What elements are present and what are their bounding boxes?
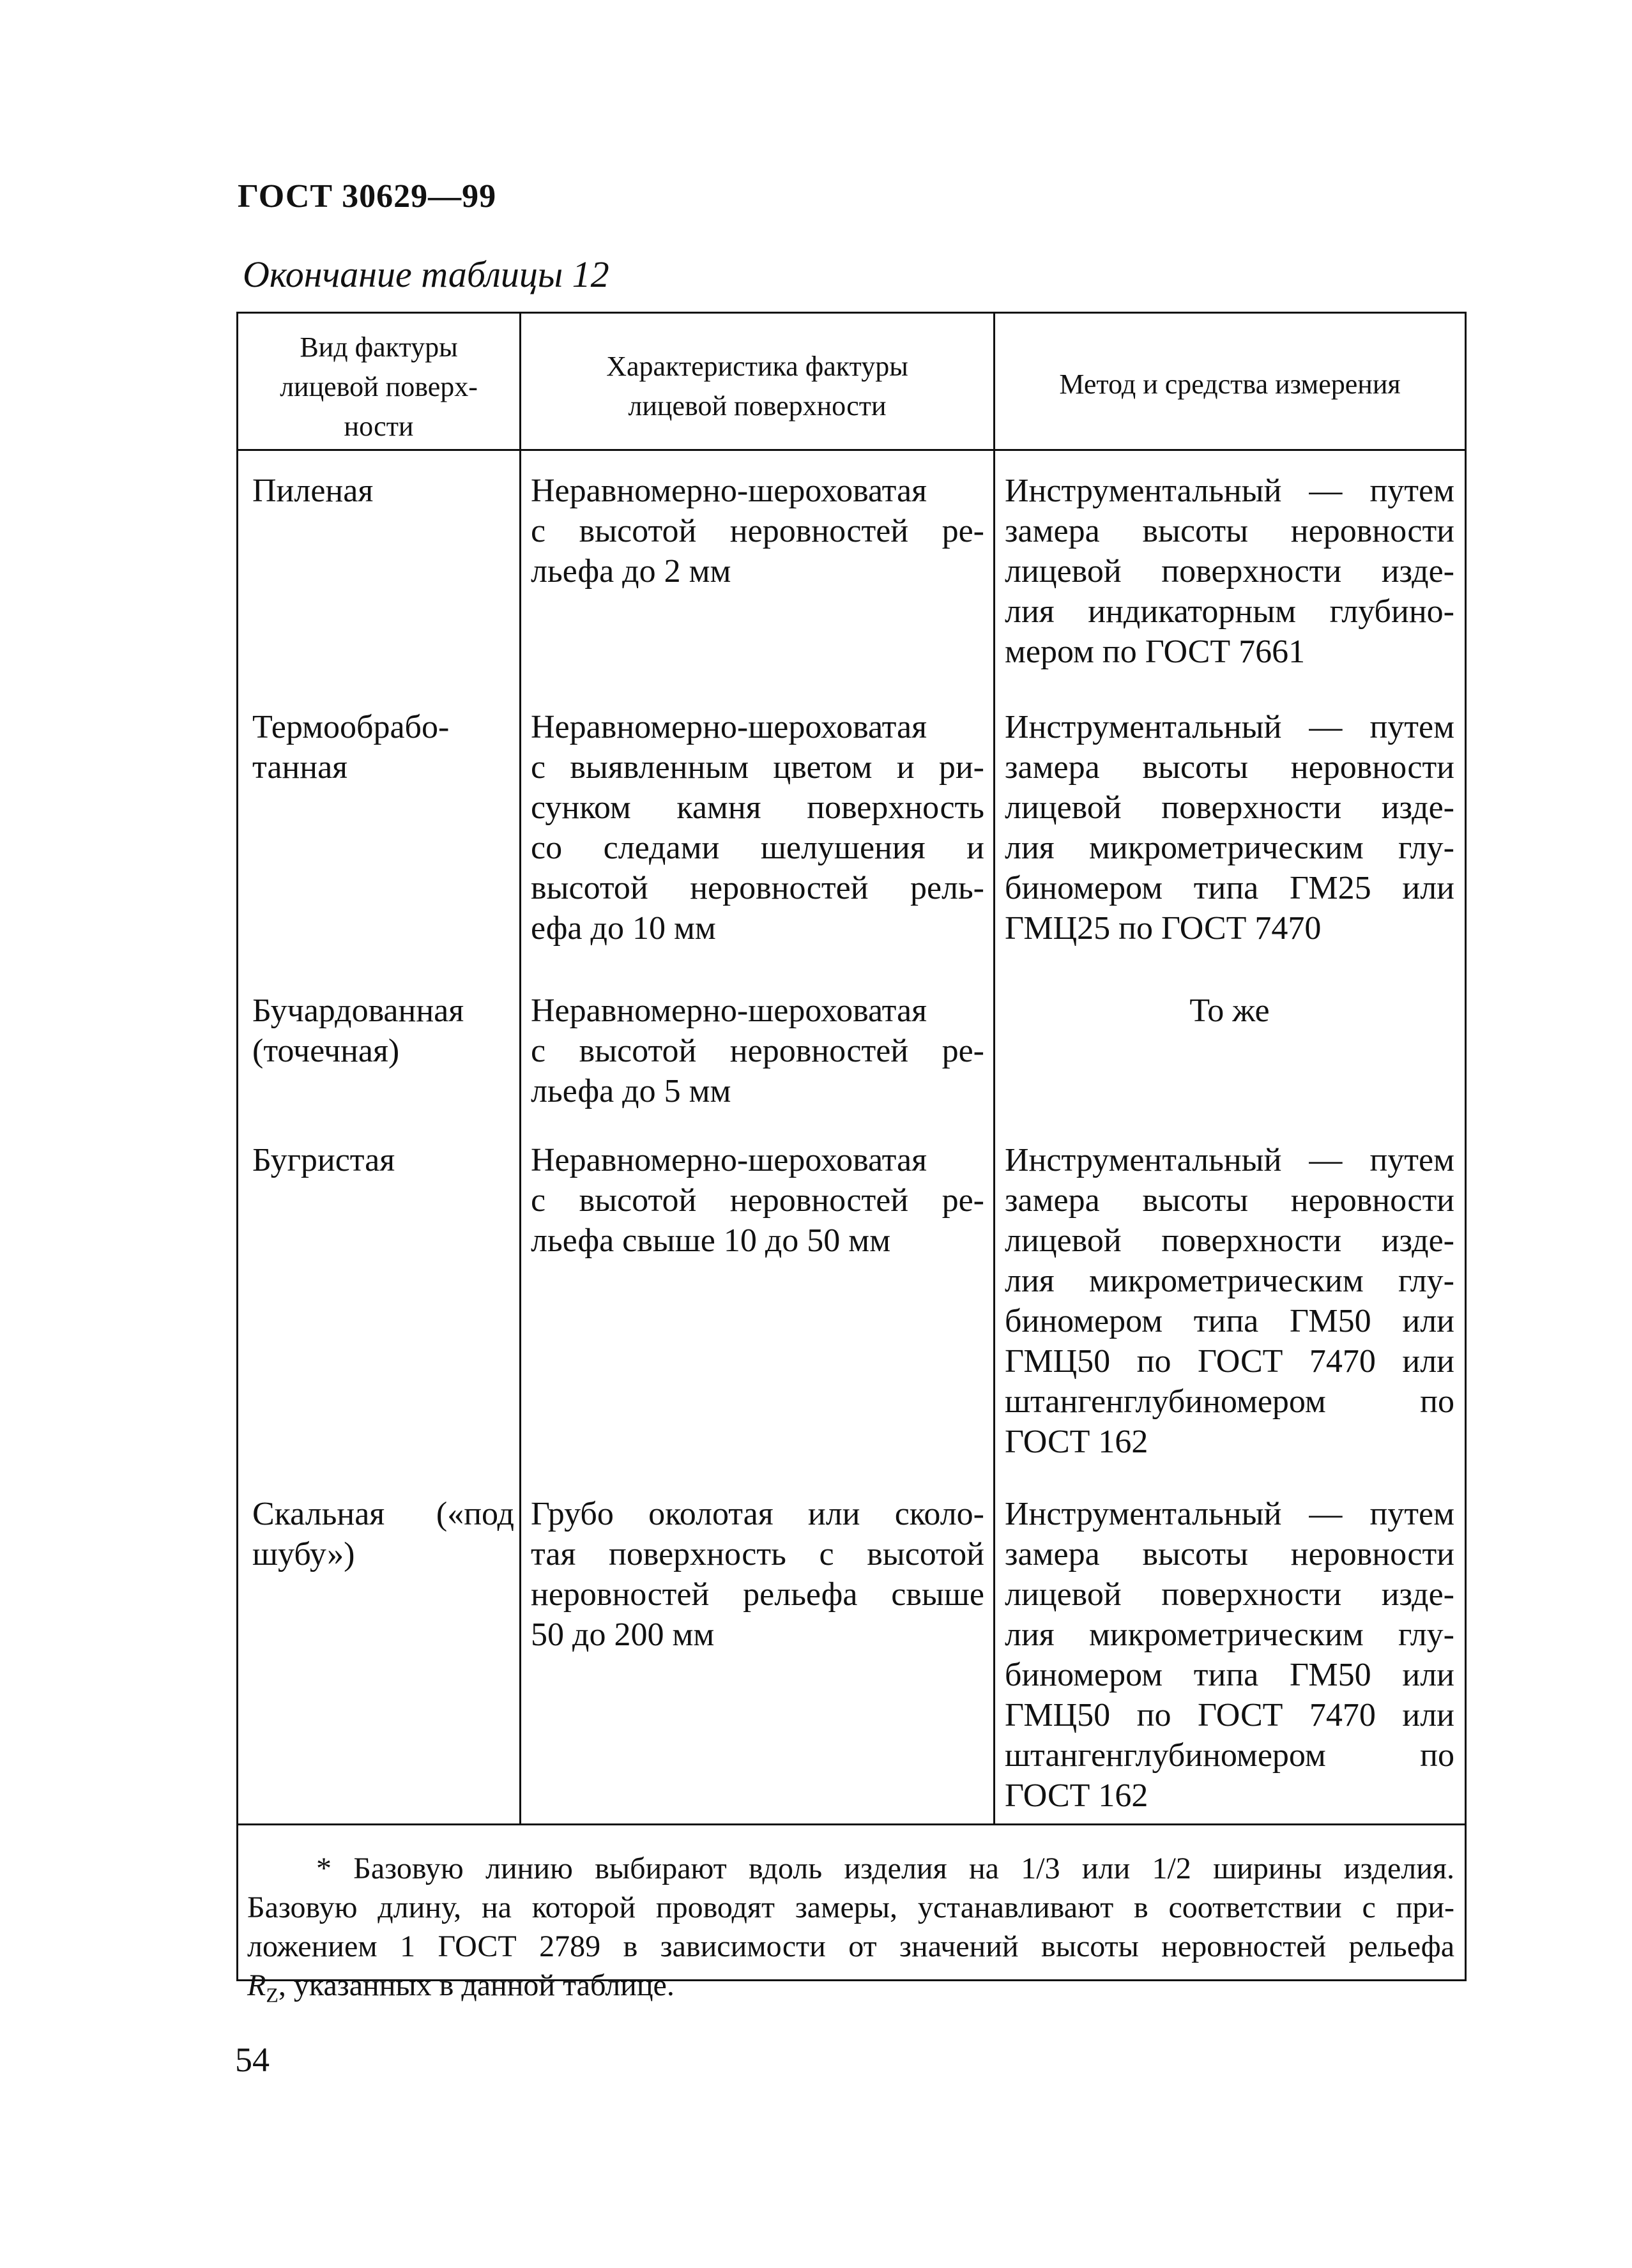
cell-line: льефа до 2 мм xyxy=(531,553,731,590)
row-4-characteristic xyxy=(531,1140,984,1261)
cell-line: замера высоты неровности xyxy=(1005,513,1454,549)
cell-line: мером по ГОСТ 7661 xyxy=(1005,634,1306,670)
rz-symbol: R xyxy=(247,1968,266,2002)
cell-line: шубу») xyxy=(252,1536,355,1572)
footnote-line: * Базовую линию выбирают вдоль изделия на 1/3 или 1/2 ширины изделия. xyxy=(316,1852,1454,1885)
cell-line: биномером типа ГМ25 или xyxy=(1005,870,1454,906)
header-line: лицевой поверх- xyxy=(280,371,478,402)
cell-line: неровностей рельефа свыше xyxy=(531,1576,984,1613)
row-1-method xyxy=(1005,471,1454,672)
rz-subscript: Z xyxy=(266,1983,278,2007)
cell-line: (точечная) xyxy=(252,1033,400,1069)
row-4-texture xyxy=(252,1140,514,1180)
cell-line: То же xyxy=(1189,993,1270,1029)
cell-line: штангенглубиномером по xyxy=(1005,1737,1454,1774)
cell-line: лицевой поверхности изде- xyxy=(1005,553,1454,590)
cell-line: Неравномерно-шероховатая xyxy=(531,1142,927,1178)
column-header-characteristic xyxy=(521,347,993,426)
cell-line: Неравномерно-шероховатая xyxy=(531,473,927,509)
cell-line: ГОСТ 162 xyxy=(1005,1424,1148,1460)
header-line: Метод и средства измерения xyxy=(1059,369,1401,400)
row-2-texture xyxy=(252,707,514,788)
cell-line: танная xyxy=(252,749,348,786)
cell-line: лицевой поверхности изде- xyxy=(1005,1222,1454,1259)
cell-line: штангенглубиномером по xyxy=(1005,1383,1454,1420)
cell-line: Скальная («под xyxy=(252,1496,514,1532)
row-3-method xyxy=(1005,991,1454,1031)
cell-line: Неравномерно-шероховатая xyxy=(531,993,927,1029)
column-divider-2 xyxy=(993,314,995,1825)
header-line: Характеристика фактуры xyxy=(606,351,908,382)
cell-line: с высотой неровностей ре- xyxy=(531,1182,984,1219)
cell-line: лия индикаторным глубино- xyxy=(1005,593,1454,630)
column-header-texture xyxy=(238,328,519,446)
row-1-characteristic xyxy=(531,471,984,591)
cell-line: льефа свыше 10 до 50 мм xyxy=(531,1222,891,1259)
cell-line: ГОСТ 162 xyxy=(1005,1777,1148,1814)
header-divider xyxy=(238,449,1465,451)
cell-line: биномером типа ГМ50 или xyxy=(1005,1657,1454,1693)
cell-line: Инструментальный — путем xyxy=(1005,1496,1454,1532)
cell-line: со следами шелушения и xyxy=(531,830,984,866)
cell-line: лия микрометрическим глу- xyxy=(1005,1617,1454,1653)
cell-line: Грубо околотая или сколо- xyxy=(531,1496,984,1532)
cell-line: сунком камня поверхность xyxy=(531,789,984,826)
cell-line: лия микрометрическим глу- xyxy=(1005,1263,1454,1299)
header-line: Вид фактуры xyxy=(300,331,458,363)
texture-table xyxy=(236,312,1467,2007)
cell-line: лицевой поверхности изде- xyxy=(1005,789,1454,826)
footnote-line: Базовую длину, на которой проводят замеры, устанавливают в соответствии с при- xyxy=(247,1891,1454,1924)
row-2-method xyxy=(1005,707,1454,948)
cell-line: с высотой неровностей ре- xyxy=(531,1033,984,1069)
cell-line: тая поверхность с высотой xyxy=(531,1536,984,1572)
row-4-method xyxy=(1005,1140,1454,1462)
footnote-line-rest: , указанных в данной таблице. xyxy=(278,1968,675,2002)
cell-line: Бугристая xyxy=(252,1142,395,1178)
cell-line: лицевой поверхности изде- xyxy=(1005,1576,1454,1613)
cell-line: замера высоты неровности xyxy=(1005,749,1454,786)
document-code: ГОСТ 30629—99 xyxy=(238,178,497,215)
header-line: лицевой поверхности xyxy=(628,390,887,422)
header-line: ности xyxy=(344,411,414,442)
cell-line: Инструментальный — путем xyxy=(1005,1142,1454,1178)
cell-line: Инструментальный — путем xyxy=(1005,473,1454,509)
row-1-texture xyxy=(252,471,514,511)
table-footnote xyxy=(247,1849,1454,2015)
cell-line: с выявленным цветом и ри- xyxy=(531,749,984,786)
cell-line: 50 до 200 мм xyxy=(531,1617,715,1653)
cell-line: Инструментальный — путем xyxy=(1005,709,1454,745)
cell-line: замера высоты неровности xyxy=(1005,1536,1454,1572)
cell-line: ГМЦ50 по ГОСТ 7470 или xyxy=(1005,1697,1454,1733)
footnote-line: ложением 1 ГОСТ 2789 в зависимости от значений высоты неровностей рельефа xyxy=(247,1929,1454,1963)
cell-line: высотой неровностей рель- xyxy=(531,870,984,906)
footnote-line xyxy=(247,1966,1454,2015)
cell-line: Термообрабо- xyxy=(252,709,450,745)
cell-line: Пиленая xyxy=(252,473,374,509)
cell-line: ГМЦ25 по ГОСТ 7470 xyxy=(1005,910,1322,947)
cell-line: ГМЦ50 по ГОСТ 7470 или xyxy=(1005,1343,1454,1380)
row-3-texture xyxy=(252,991,514,1071)
column-header-method xyxy=(995,365,1465,404)
cell-line: замера высоты неровности xyxy=(1005,1182,1454,1219)
page-number: 54 xyxy=(235,2041,270,2079)
footnote-divider xyxy=(238,1823,1465,1825)
cell-line: биномером типа ГМ50 или xyxy=(1005,1303,1454,1339)
row-5-characteristic xyxy=(531,1494,984,1655)
cell-line: Неравномерно-шероховатая xyxy=(531,709,927,745)
cell-line: Бучардованная xyxy=(252,993,464,1029)
cell-line: ефа до 10 мм xyxy=(531,910,716,947)
row-5-method xyxy=(1005,1494,1454,1816)
row-2-characteristic xyxy=(531,707,984,948)
table-caption: Окончание таблицы 12 xyxy=(243,254,609,295)
row-3-characteristic xyxy=(531,991,984,1111)
column-divider-1 xyxy=(519,314,521,1825)
cell-line: льефа до 5 мм xyxy=(531,1073,731,1109)
cell-line: с высотой неровностей ре- xyxy=(531,513,984,549)
cell-line: лия микрометрическим глу- xyxy=(1005,830,1454,866)
row-5-texture xyxy=(252,1494,514,1574)
